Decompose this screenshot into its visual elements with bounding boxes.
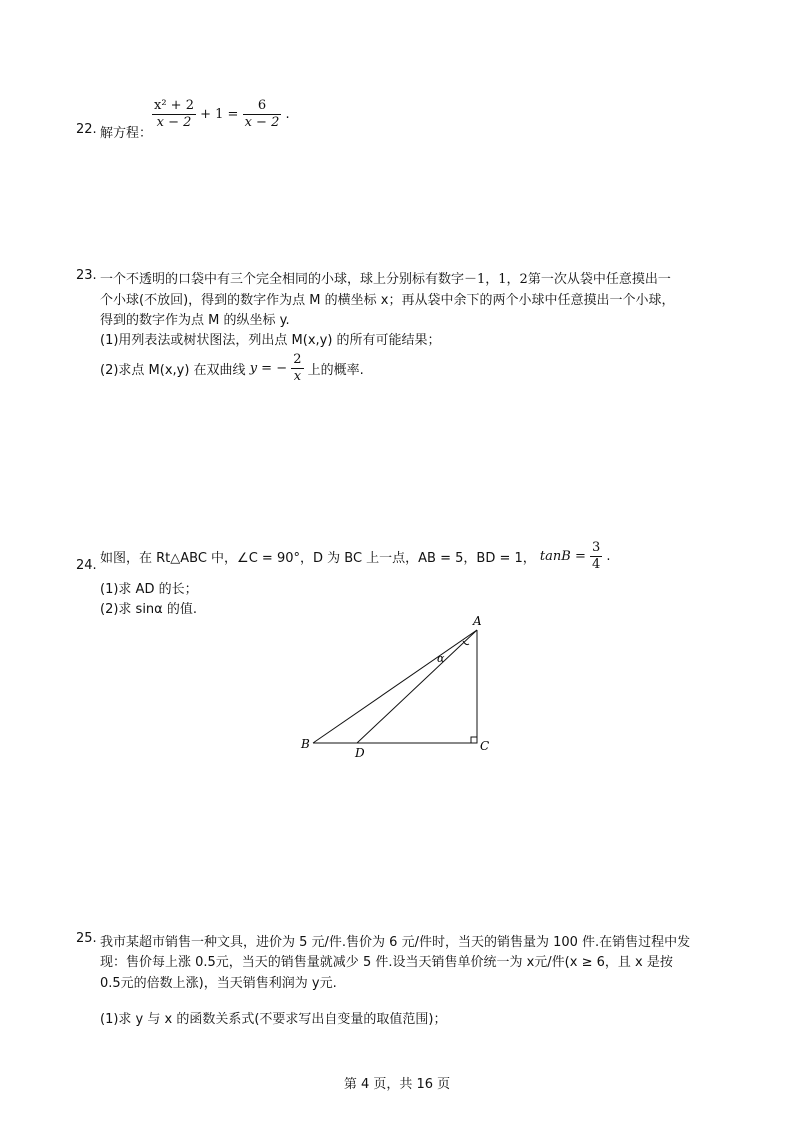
q23-part2b: 上的概率. bbox=[307, 363, 364, 378]
q25-number: 25. bbox=[76, 931, 97, 946]
q23-line3: 得到的数字作为点 M 的纵坐标 y. bbox=[100, 313, 290, 328]
q24-period: . bbox=[606, 549, 611, 564]
q23-line1c: 第一次从袋中任意摸出一 bbox=[527, 272, 671, 287]
q25-line2: 现：售价每上涨 0.5元，当天的销售量就减少 5 件.设当天销售单价统一为 x元/件(x ≥ 6，且 x 是按 bbox=[100, 955, 673, 970]
q25-line1: 我市某超市销售一种文具，进价为 5 元/件.售价为 6 元/件时，当天的销售量为 100 件.在销售过程中发 bbox=[100, 935, 691, 950]
q22-equation bbox=[152, 98, 290, 131]
q25-part1: (1)求 y 与 x 的函数关系式(不要求写出自变量的取值范围)； bbox=[100, 1012, 447, 1027]
q22-frac1-denominator: x − 2 bbox=[156, 115, 192, 130]
q24-part1: (1)求 AD 的长； bbox=[100, 582, 198, 597]
q23-hyperbola-eq: y = − bbox=[249, 361, 288, 376]
q23-line1a: 一个不透明的口袋中有三个完全相同的小球，球上分别标有数字 bbox=[100, 272, 465, 287]
q24-tan-numerator: 3 bbox=[591, 540, 601, 555]
q22-plus-one: + 1 = bbox=[200, 107, 239, 122]
q22-number: 22. bbox=[76, 122, 97, 137]
q24-line1 bbox=[100, 540, 611, 573]
label-alpha: α bbox=[437, 652, 445, 665]
page-footer: 第 4 页，共 16 页 bbox=[343, 1077, 451, 1092]
segment-ab bbox=[313, 630, 477, 743]
q22-frac2-numerator: 6 bbox=[243, 98, 282, 115]
q23-hyperbola-denominator: x bbox=[293, 369, 302, 384]
label-c: C bbox=[480, 739, 490, 753]
triangle-figure bbox=[295, 612, 505, 764]
q25-line3: 0.5元的倍数上涨)，当天销售利润为 y元. bbox=[100, 976, 337, 991]
q23-part2a: (2)求点 M(x,y) 在双曲线 bbox=[100, 363, 246, 378]
q23-hyperbola-numerator: 2 bbox=[293, 352, 302, 367]
q24-part2: (2)求 sinα 的值. bbox=[100, 602, 198, 617]
q24-tan-label: tanB = bbox=[539, 549, 586, 564]
q23-line1 bbox=[100, 268, 671, 287]
segment-ad bbox=[357, 630, 477, 743]
label-a: A bbox=[473, 614, 482, 628]
q23-part1: (1)用列表法或树状图法，列出点 M(x,y) 的所有可能结果； bbox=[100, 333, 441, 348]
q24-tan-denominator: 4 bbox=[591, 557, 601, 572]
label-d: D bbox=[355, 746, 365, 760]
right-angle-mark bbox=[471, 737, 477, 743]
q23-numbers: －1，1，2 bbox=[464, 272, 528, 287]
angle-arc bbox=[463, 641, 469, 645]
q23-number: 23. bbox=[76, 268, 97, 283]
label-b: B bbox=[301, 737, 310, 751]
q22-period: . bbox=[285, 107, 290, 122]
q23-line2: 个小球(不放回)，得到的数字作为点 M 的横坐标 x；再从袋中余下的两个小球中任意摸出一个小球， bbox=[100, 293, 675, 308]
q22-frac2-denominator: x − 2 bbox=[244, 115, 280, 130]
q24-number: 24. bbox=[76, 558, 97, 573]
q22-frac1-numerator: x² + 2 bbox=[154, 98, 194, 113]
q23-part2 bbox=[100, 352, 364, 385]
q22-prefix: 解方程： bbox=[100, 126, 153, 141]
q24-given: 如图，在 Rt△ABC 中，∠C = 90°，D 为 BC 上一点，AB = 5，BD = 1， bbox=[100, 551, 536, 566]
